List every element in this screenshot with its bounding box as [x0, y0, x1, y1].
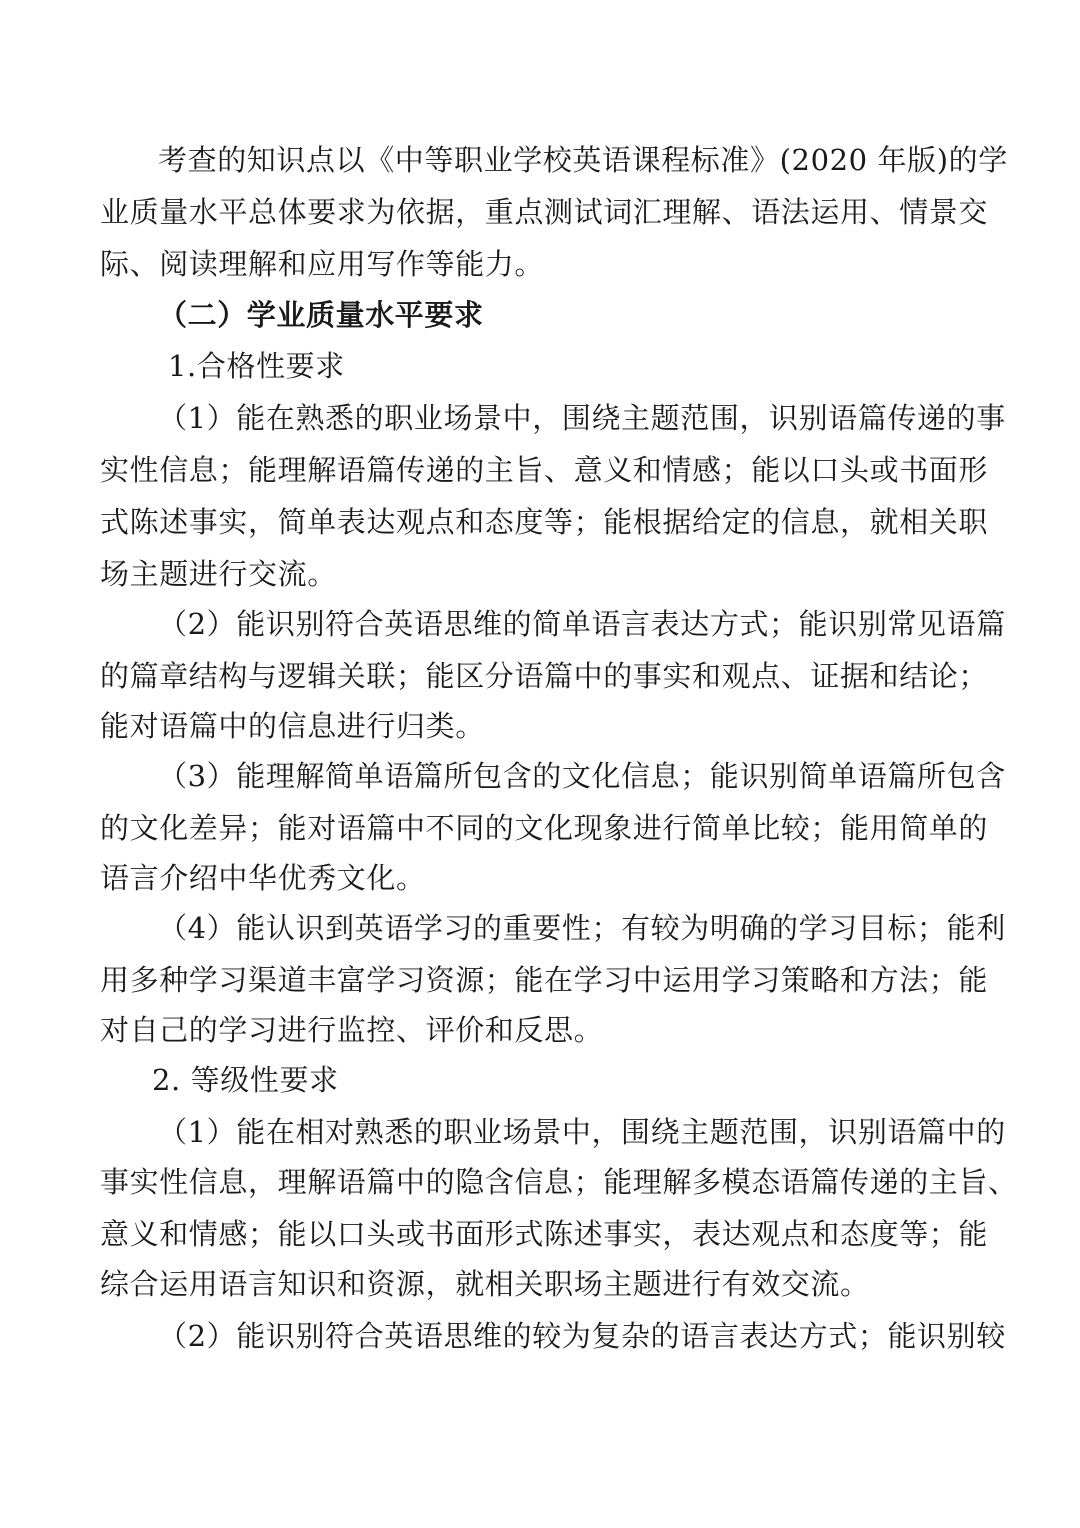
section-title: （二）学业质量水平要求 [158, 298, 484, 332]
part1-item3-line-2: 的文化差异；能对语篇中不同的文化现象进行简单比较；能用简单的 [100, 811, 989, 845]
part1-item3-line-3: 语言介绍中华优秀文化。 [100, 861, 426, 895]
part2-item2-line-1: （2）能识别符合英语思维的较为复杂的语言表达方式；能识别较 [158, 1319, 1006, 1353]
intro-line-1: 考查的知识点以《中等职业学校英语课程标准》(2020 年版)的学 [158, 143, 1008, 177]
part1-item1-line-3: 式陈述事实，简单表达观点和态度等；能根据给定的信息，就相关职 [100, 505, 989, 539]
part2-title: 2. 等级性要求 [152, 1063, 339, 1097]
part1-item3-line-1: （3）能理解简单语篇所包含的文化信息；能识别简单语篇所包含 [158, 759, 1006, 793]
part1-item4-line-1: （4）能认识到英语学习的重要性；有较为明确的学习目标；能利 [158, 911, 1006, 945]
part1-item2-line-1: （2）能识别符合英语思维的简单语言表达方式；能识别常见语篇 [158, 607, 1006, 641]
part2-item1-line-3: 意义和情感；能以口头或书面形式陈述事实，表达观点和态度等；能 [100, 1217, 989, 1251]
part1-item1-line-2: 实性信息；能理解语篇传递的主旨、意义和情感；能以口头或书面形 [100, 453, 989, 487]
intro-line-2: 业质量水平总体要求为依据，重点测试词汇理解、语法运用、情景交 [100, 195, 989, 229]
part1-title: 1.合格性要求 [168, 349, 345, 383]
part1-item1-line-1: （1）能在熟悉的职业场景中，围绕主题范围，识别语篇传递的事 [158, 401, 1006, 435]
part1-item2-line-2: 的篇章结构与逻辑关联；能区分语篇中的事实和观点、证据和结论； [100, 659, 989, 693]
part1-item4-line-3: 对自己的学习进行监控、评价和反思。 [100, 1013, 604, 1047]
part2-item1-line-2: 事实性信息，理解语篇中的隐含信息；能理解多模态语篇传递的主旨、 [100, 1165, 1018, 1199]
part1-item1-line-4: 场主题进行交流。 [100, 557, 337, 591]
part2-item1-line-4: 综合运用语言知识和资源，就相关职场主题进行有效交流。 [100, 1267, 870, 1301]
part1-item4-line-2: 用多种学习渠道丰富学习资源；能在学习中运用学习策略和方法；能 [100, 963, 989, 997]
intro-line-3: 际、阅读理解和应用写作等能力。 [100, 247, 545, 281]
part1-item2-line-3: 能对语篇中的信息进行归类。 [100, 709, 485, 743]
part2-item1-line-1: （1）能在相对熟悉的职业场景中，围绕主题范围，识别语篇中的 [158, 1115, 1006, 1149]
